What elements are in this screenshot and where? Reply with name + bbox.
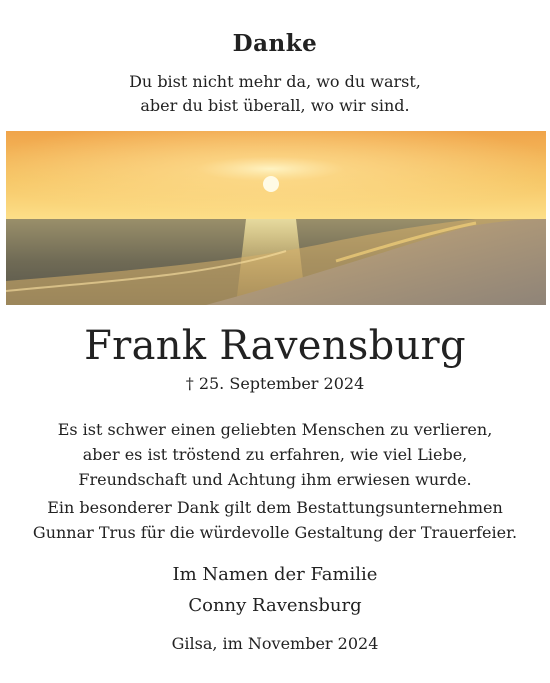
sunset-beach-image <box>6 131 546 305</box>
quote-line: Du bist nicht mehr da, wo du warst, <box>129 72 421 91</box>
thanks-text-line: Es ist schwer einen geliebten Menschen zu verlieren, <box>57 420 493 439</box>
quote <box>0 70 550 118</box>
special-thanks-line: Gunnar Trus für die würdevolle Gestaltung der Trauerfeier. <box>32 523 518 542</box>
special-thanks-line: Ein besonderer Dank gilt dem Bestattungsunternehmen <box>47 498 503 517</box>
family-signature <box>0 559 550 621</box>
place-date: Gilsa, im November 2024 <box>171 634 379 653</box>
sunset-beach-photo <box>6 131 546 305</box>
thanks-text-line: aber es ist tröstend zu erfahren, wie viel Liebe, <box>82 445 468 464</box>
special-thanks-text <box>0 495 550 545</box>
death-date: † 25. September 2024 <box>185 374 365 393</box>
quote-line: aber du bist überall, wo wir sind. <box>140 96 410 115</box>
sun <box>263 176 279 192</box>
deceased-name: Frank Ravensburg <box>84 323 466 369</box>
family-line: Im Namen der Familie <box>172 564 378 585</box>
thanks-text <box>0 417 550 492</box>
family-line: Conny Ravensburg <box>188 595 362 616</box>
thanks-text-line: Freundschaft und Achtung ihm erwiesen wurde. <box>78 470 472 489</box>
notice-title: Danke <box>232 30 318 57</box>
